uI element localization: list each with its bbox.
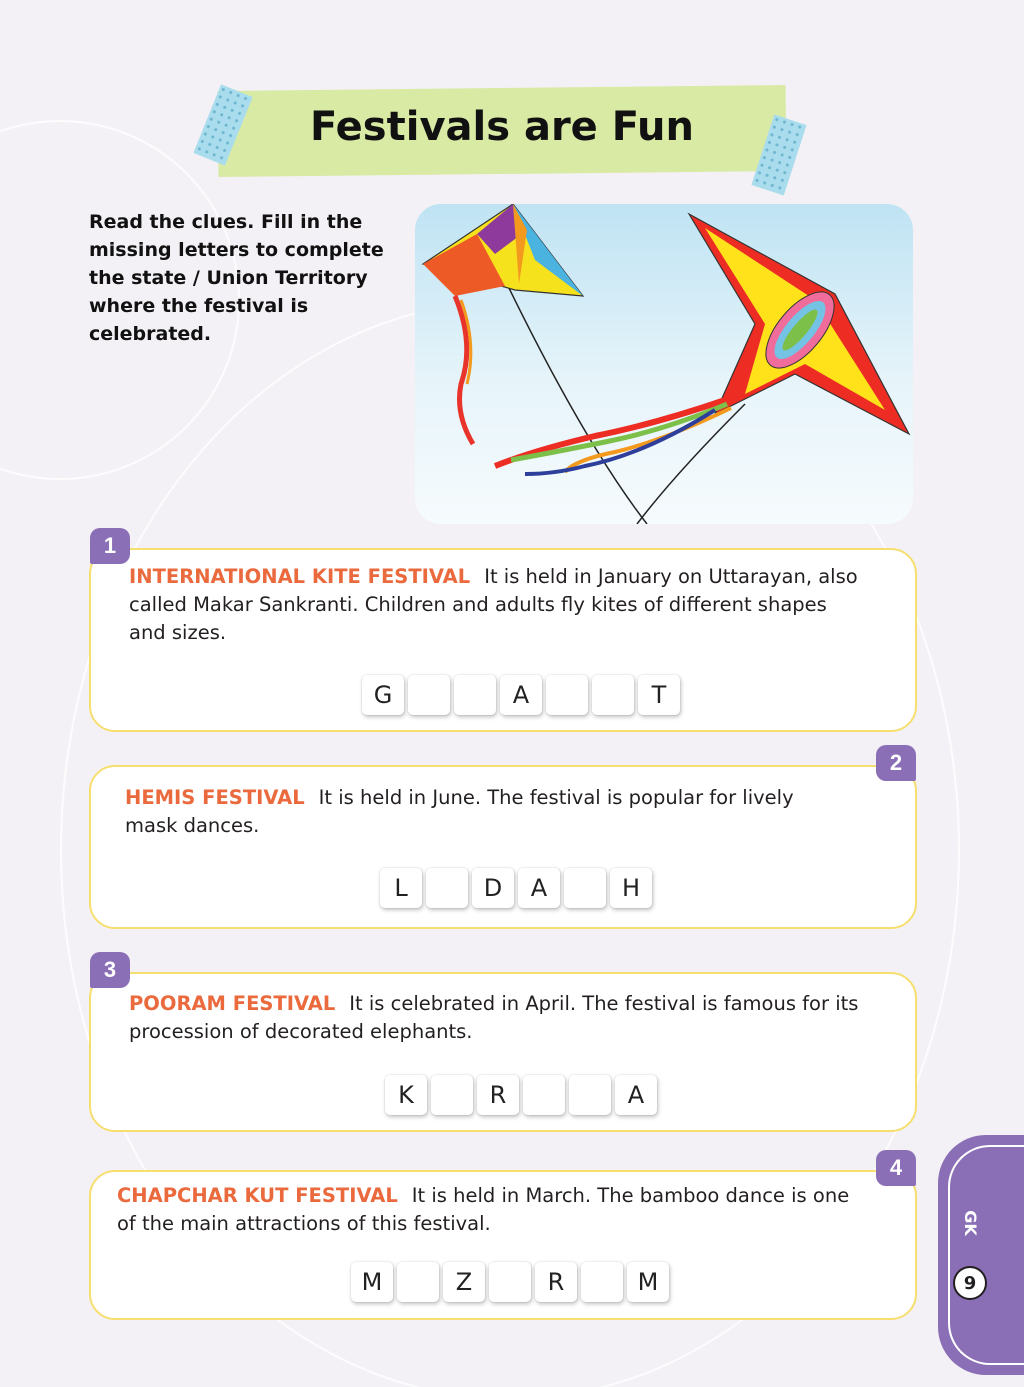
answer-letter-boxes (380, 868, 652, 908)
clue-text (125, 784, 865, 840)
question-number-badge: 4 (876, 1150, 916, 1186)
letter-blank[interactable] (454, 675, 496, 715)
clue-line: It is held in March. The bamboo dance is one (411, 1184, 850, 1207)
clue-line: It is held in June. The festival is popular for lively (318, 786, 794, 809)
question-number-badge: 1 (90, 528, 130, 564)
letter-box: A (615, 1075, 657, 1115)
question-number-badge: 3 (90, 952, 130, 988)
letter-box: T (638, 675, 680, 715)
instructions-text: Read the clues. Fill in the missing letters to complete the state / Union Territory where the festival is celebrated. (89, 211, 384, 345)
letter-box: M (627, 1262, 669, 1302)
clue-line: and sizes. (129, 621, 227, 644)
question-number-badge: 2 (876, 745, 916, 781)
clue-line: procession of decorated elephants. (129, 1020, 473, 1043)
festival-name: CHAPCHAR KUT FESTIVAL (117, 1184, 398, 1207)
letter-blank[interactable] (426, 868, 468, 908)
letter-box: K (385, 1075, 427, 1115)
letter-blank[interactable] (564, 868, 606, 908)
festival-name: HEMIS FESTIVAL (125, 786, 305, 809)
clue-line: mask dances. (125, 814, 260, 837)
answer-letter-boxes (385, 1075, 657, 1115)
letter-box: L (380, 868, 422, 908)
letter-blank[interactable] (408, 675, 450, 715)
letter-box: R (477, 1075, 519, 1115)
letter-blank[interactable] (431, 1075, 473, 1115)
clue-text (129, 563, 889, 647)
letter-box: A (518, 868, 560, 908)
subject-label: GK (961, 1210, 981, 1236)
letter-box: Z (443, 1262, 485, 1302)
letter-blank[interactable] (489, 1262, 531, 1302)
letter-box: M (351, 1262, 393, 1302)
clue-line: It is held in January on Uttarayan, also (484, 565, 858, 588)
clue-text (117, 1182, 887, 1238)
letter-blank[interactable] (523, 1075, 565, 1115)
kites-illustration (415, 204, 913, 524)
letter-box: R (535, 1262, 577, 1302)
letter-blank[interactable] (546, 675, 588, 715)
letter-blank[interactable] (569, 1075, 611, 1115)
side-tab-outline (948, 1145, 1024, 1365)
clue-line: called Makar Sankranti. Children and adults fly kites of different shapes (129, 593, 827, 616)
clue-text (129, 990, 889, 1046)
letter-blank[interactable] (397, 1262, 439, 1302)
letter-box: H (610, 868, 652, 908)
answer-letter-boxes (362, 675, 680, 715)
answer-letter-boxes (351, 1262, 669, 1302)
clue-line: of the main attractions of this festival. (117, 1212, 491, 1235)
page-title: Festivals are Fun (309, 104, 695, 150)
letter-box: D (472, 868, 514, 908)
letter-blank[interactable] (592, 675, 634, 715)
page-number: 9 (953, 1266, 987, 1300)
letter-blank[interactable] (581, 1262, 623, 1302)
clue-line: It is celebrated in April. The festival is famous for its (349, 992, 859, 1015)
letter-box: G (362, 675, 404, 715)
festival-name: POORAM FESTIVAL (129, 992, 336, 1015)
festival-name: INTERNATIONAL KITE FESTIVAL (129, 565, 471, 588)
letter-box: A (500, 675, 542, 715)
